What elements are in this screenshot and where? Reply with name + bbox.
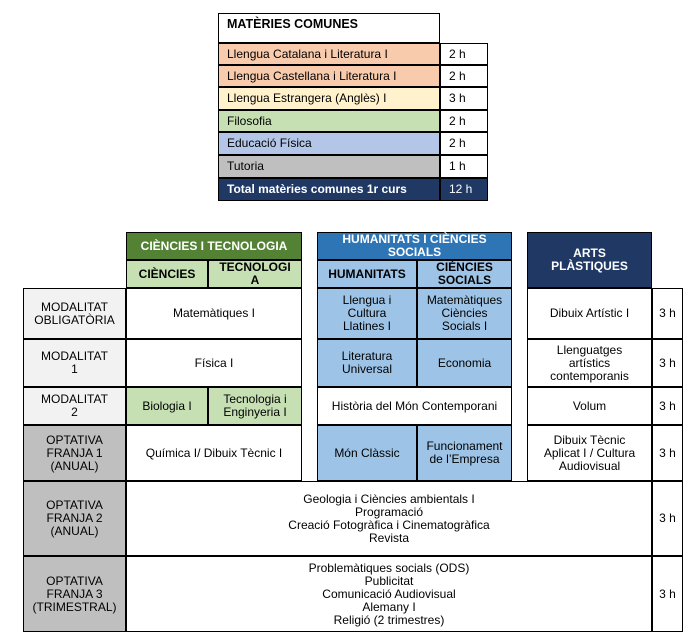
header-humanitats-sub2: CIÈNCIES SOCIALS [417,260,512,288]
cell-obligatoria-ciencies: Matemàtiques I [126,288,302,339]
row-label-franja2: OPTATIVA FRANJA 2 (ANUAL) [23,481,126,556]
cell-modalitat1-hum1: Literatura Universal [317,339,417,387]
subject-angles: Llengua Estrangera (Anglès) I [218,87,440,110]
hours-catalana: 2 h [440,43,488,65]
cell-franja1-ciencies: Química I/ Dibuix Tècnic I [126,425,302,481]
cell-modalitat2-ciencies2: Tecnologia i Enginyeria I [208,387,302,425]
hours-angles: 3 h [440,87,488,110]
subject-tutoria: Tutoria [218,155,440,178]
cell-modalitat1-ciencies: Física I [126,339,302,387]
cell-modalitat1-hours: 3 h [652,339,683,387]
subject-educacio-fisica: Educació Física [218,132,440,155]
comunes-title: MATÈRIES COMUNES [218,13,440,43]
cell-modalitat1-arts: Llenguatges artístics contemporanis [527,339,652,387]
header-humanitats: HUMANITATS I CIÈNCIES SOCIALS [317,232,512,260]
subject-total: Total matèries comunes 1r curs [218,178,440,201]
row-label-modalitat2: MODALITAT 2 [23,387,126,425]
hours-total: 12 h [440,178,488,201]
cell-franja3-content: Problemàtiques socials (ODS) Publicitat Comunicació Audiovisual Alemany I Religió (2 trimestres) [126,556,652,632]
hours-filosofia: 2 h [440,110,488,132]
row-label-modalitat1: MODALITAT 1 [23,339,126,387]
subject-castellana: Llengua Castellana i Literatura I [218,65,440,87]
hours-educacio-fisica: 2 h [440,132,488,155]
hours-castellana: 2 h [440,65,488,87]
row-label-franja3: OPTATIVA FRANJA 3 (TRIMESTRAL) [23,556,126,632]
cell-franja1-arts: Dibuix Tècnic Aplicat I / Cultura Audiovisual [527,425,652,481]
cell-franja1-hours: 3 h [652,425,683,481]
header-ciencies-sub2: TECNOLOGI A [208,260,302,288]
cell-modalitat2-humanitats: Història del Món Contemporani [317,387,512,425]
cell-obligatoria-hum2: Matemàtiques Ciències Socials I [417,288,512,339]
cell-modalitat2-arts: Volum [527,387,652,425]
header-ciencies-sub1: CIÈNCIES [126,260,208,288]
row-label-franja1: OPTATIVA FRANJA 1 (ANUAL) [23,425,126,481]
subject-filosofia: Filosofia [218,110,440,132]
row-label-obligatoria: MODALITAT OBLIGATÒRIA [23,288,126,339]
cell-franja1-hum2: Funcionament de l’Empresa [417,425,512,481]
cell-franja3-hours: 3 h [652,556,683,632]
cell-modalitat2-ciencies1: Biologia I [126,387,208,425]
header-ciencies: CIÈNCIES I TECNOLOGIA [126,232,302,260]
cell-franja2-hours: 3 h [652,481,683,556]
cell-modalitat1-hum2: Economia [417,339,512,387]
cell-franja1-hum1: Món Clàssic [317,425,417,481]
header-arts: ARTS PLÀSTIQUES [527,232,652,288]
subject-catalana: Llengua Catalana i Literatura I [218,43,440,65]
cell-obligatoria-arts: Dibuix Artístic I [527,288,652,339]
hours-tutoria: 1 h [440,155,488,178]
cell-modalitat2-hours: 3 h [652,387,683,425]
header-humanitats-sub1: HUMANITATS [317,260,417,288]
cell-obligatoria-hum1: Llengua i Cultura Llatines I [317,288,417,339]
cell-obligatoria-hours: 3 h [652,288,683,339]
cell-franja2-content: Geologia i Ciències ambientals I Programació Creació Fotogràfica i Cinematogràfica Revista [126,481,652,556]
